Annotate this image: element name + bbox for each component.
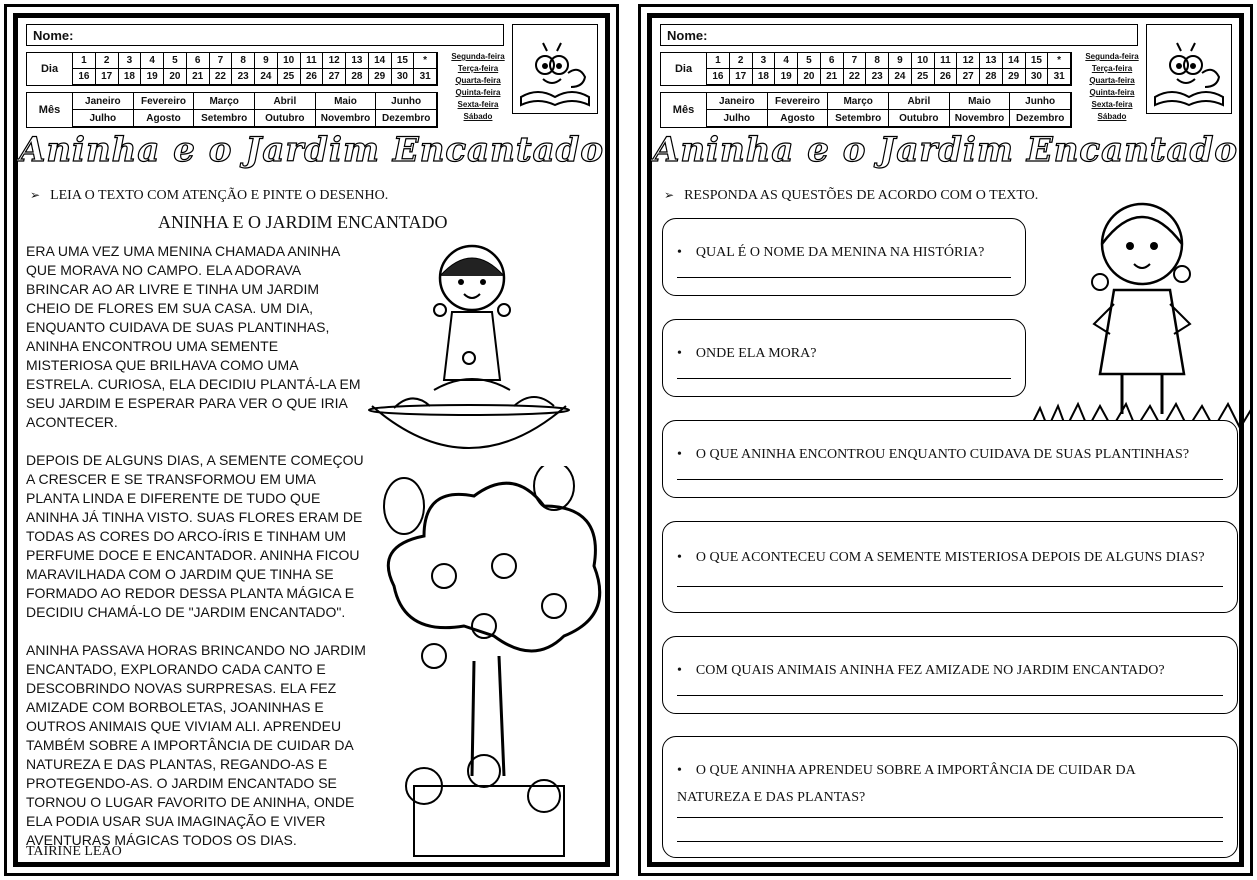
day-cell[interactable]: 2 (96, 53, 119, 69)
day-cell[interactable]: 14 (1003, 53, 1026, 69)
month-cell[interactable]: Dezembro (376, 110, 437, 127)
month-cell[interactable]: Junho (1010, 93, 1071, 110)
story-title: ANINHA E O JARDIM ENCANTADO (158, 212, 448, 232)
day-cell[interactable]: 1 (73, 53, 96, 69)
day-cell[interactable]: 1 (707, 53, 730, 69)
day-cell[interactable]: 18 (753, 69, 776, 85)
month-cell[interactable]: Junho (376, 93, 437, 110)
month-cell[interactable]: Outubro (889, 110, 950, 127)
day-cell[interactable]: 28 (980, 69, 1003, 85)
day-cell[interactable]: 26 (301, 69, 324, 85)
day-cell[interactable]: 30 (1026, 69, 1049, 85)
month-cell[interactable]: Maio (316, 93, 377, 110)
weekday-item[interactable]: Terça-feira (1091, 64, 1133, 73)
instruction (664, 188, 1038, 204)
weekday-item[interactable]: Quarta-feira (455, 76, 501, 85)
instruction (30, 188, 388, 204)
name-label: Nome: (33, 28, 74, 43)
bullet-icon: • (677, 245, 682, 260)
day-cell[interactable]: * (414, 53, 437, 69)
day-cell[interactable]: 20 (164, 69, 187, 85)
month-cell[interactable]: Novembro (316, 110, 377, 127)
weekday-item[interactable]: Sexta-feira (1091, 100, 1133, 109)
day-cell[interactable]: 26 (935, 69, 958, 85)
day-cell[interactable]: 27 (323, 69, 346, 85)
story-paragraph: ERA UMA VEZ UMA MENINA CHAMADA ANINHA QUE MORAVA NO CAMPO. ELA ADORAVA BRINCAR AO AR LIVRE E TINHA UM JARDIM CHEIO DE FLORES EM SUA CASA. UM DIA, ENQUANTO CUIDAVA DE SUAS PLANTINHAS, ANINHA ENCONTROU UMA SEMENTE MISTERIOSA QUE BRILHAVA COMO UMA ESTRELA. CURIOSA, ELA DECIDIU PLANTÁ-LA EM SEU JARDIM E ESPERAR PARA VER O QUE IRIA ACONTECER. (26, 243, 361, 430)
month-cell[interactable]: Agosto (768, 110, 829, 127)
page-title: Aninha e o Jardim Encantado (18, 130, 605, 170)
day-cell[interactable]: 6 (821, 53, 844, 69)
page-title: Aninha e o Jardim Encantado (652, 130, 1239, 170)
day-cell[interactable]: 17 (96, 69, 119, 85)
answer-line[interactable] (677, 841, 1223, 842)
day-grid (707, 53, 1071, 85)
weekday-item[interactable]: Terça-feira (457, 64, 499, 73)
day-cell[interactable]: 23 (866, 69, 889, 85)
weekday-item[interactable]: Sábado (1097, 112, 1127, 121)
month-cell[interactable]: Julho (707, 110, 768, 127)
day-cell[interactable]: 29 (1003, 69, 1026, 85)
day-cell[interactable]: 5 (164, 53, 187, 69)
bullet-icon: • (677, 550, 682, 565)
day-cell[interactable]: 24 (889, 69, 912, 85)
month-cell[interactable]: Abril (889, 93, 950, 110)
day-cell[interactable]: 17 (730, 69, 753, 85)
day-table (26, 52, 438, 86)
weekday-item[interactable]: Quinta-feira (455, 88, 501, 97)
day-cell[interactable]: 9 (889, 53, 912, 69)
day-cell[interactable]: 8 (866, 53, 889, 69)
day-cell[interactable]: 19 (775, 69, 798, 85)
month-cell[interactable]: Fevereiro (134, 93, 195, 110)
day-cell[interactable]: 14 (369, 53, 392, 69)
answer-line[interactable] (677, 817, 1223, 818)
day-cell[interactable]: 2 (730, 53, 753, 69)
question-card (662, 736, 1238, 858)
month-cell[interactable]: Outubro (255, 110, 316, 127)
month-grid (73, 93, 437, 127)
girl-planting-illustration[interactable] (364, 240, 574, 450)
day-cell[interactable]: 30 (392, 69, 415, 85)
day-cell[interactable]: 12 (323, 53, 346, 69)
month-cell[interactable]: Setembro (194, 110, 255, 127)
day-cell[interactable]: 25 (278, 69, 301, 85)
month-cell[interactable]: Maio (950, 93, 1011, 110)
day-cell[interactable]: 3 (753, 53, 776, 69)
bookworm-logo (1146, 24, 1232, 114)
student-header (660, 24, 1138, 128)
answer-line[interactable] (677, 586, 1223, 587)
name-field[interactable] (26, 24, 504, 46)
page-frame (647, 13, 1244, 867)
question-card (662, 420, 1238, 498)
day-cell[interactable]: 22 (844, 69, 867, 85)
answer-line[interactable] (677, 277, 1011, 278)
worksheet-page-questions (638, 4, 1253, 876)
day-cell[interactable]: 28 (346, 69, 369, 85)
author-name: TAIRINE LEÃO (26, 844, 122, 859)
question-card (662, 218, 1026, 296)
day-cell[interactable]: 3 (119, 53, 142, 69)
day-cell[interactable]: 21 (187, 69, 210, 85)
day-cell[interactable]: 12 (957, 53, 980, 69)
month-cell[interactable]: Novembro (950, 110, 1011, 127)
instruction-text: LEIA O TEXTO COM ATENÇÃO E PINTE O DESENHO. (50, 188, 389, 203)
arrow-bullet-icon: ➢ (30, 188, 41, 202)
answer-line[interactable] (677, 479, 1223, 480)
arrow-bullet-icon: ➢ (664, 188, 675, 202)
answer-line[interactable] (677, 695, 1223, 696)
day-label: Dia (661, 53, 707, 85)
day-cell[interactable]: 31 (1048, 69, 1071, 85)
day-cell[interactable]: 4 (775, 53, 798, 69)
day-cell[interactable]: 8 (232, 53, 255, 69)
bullet-icon: • (677, 447, 682, 462)
day-cell[interactable]: * (1048, 53, 1071, 69)
day-cell[interactable]: 22 (210, 69, 233, 85)
day-cell[interactable]: 25 (912, 69, 935, 85)
day-cell[interactable]: 29 (369, 69, 392, 85)
weekday-list (1084, 52, 1140, 124)
question-card (662, 636, 1238, 714)
day-cell[interactable]: 7 (844, 53, 867, 69)
question-text: • O QUE ANINHA APRENDEU SOBRE A IMPORTÂNCIA DE CUIDAR DA NATUREZA E DAS PLANTAS? (677, 763, 1135, 805)
day-cell[interactable]: 16 (73, 69, 96, 85)
day-cell[interactable]: 31 (414, 69, 437, 85)
question-text: • O QUE ANINHA ENCONTROU ENQUANTO CUIDAVA DE SUAS PLANTINHAS? (677, 447, 1190, 462)
weekday-item[interactable]: Sexta-feira (457, 100, 499, 109)
day-cell[interactable]: 9 (255, 53, 278, 69)
day-cell[interactable]: 10 (912, 53, 935, 69)
day-cell[interactable]: 24 (255, 69, 278, 85)
day-cell[interactable]: 11 (935, 53, 958, 69)
day-table (660, 52, 1072, 86)
day-cell[interactable]: 15 (1026, 53, 1049, 69)
month-cell[interactable]: Março (194, 93, 255, 110)
instruction-text: RESPONDA AS QUESTÕES DE ACORDO COM O TEXTO. (684, 188, 1039, 203)
day-cell[interactable]: 5 (798, 53, 821, 69)
month-cell[interactable]: Julho (73, 110, 134, 127)
day-grid (73, 53, 437, 85)
month-table (26, 92, 438, 128)
day-cell[interactable]: 15 (392, 53, 415, 69)
day-label: Dia (27, 53, 73, 85)
month-grid (707, 93, 1071, 127)
month-cell[interactable]: Fevereiro (768, 93, 829, 110)
month-cell[interactable]: Janeiro (73, 93, 134, 110)
month-cell[interactable]: Agosto (134, 110, 195, 127)
bullet-icon: • (677, 346, 682, 361)
weekday-item[interactable]: Sábado (463, 112, 493, 121)
day-cell[interactable]: 10 (278, 53, 301, 69)
month-cell[interactable]: Dezembro (1010, 110, 1071, 127)
question-card (662, 319, 1026, 397)
day-cell[interactable]: 23 (232, 69, 255, 85)
day-cell[interactable]: 19 (141, 69, 164, 85)
weekday-list (450, 52, 506, 124)
story-paragraph: DEPOIS DE ALGUNS DIAS, A SEMENTE COMEÇOU A CRESCER E SE TRANSFORMOU EM UMA PLANTA LINDA E DIFERENTE DE TUDO QUE ANINHA JÁ TINHA VISTO. SUAS FLORES ERAM DE TODAS AS CORES DO ARCO-ÍRIS E TINHAM UM PERFUME DOCE E ENCANTADOR. ANINHA FICOU MARAVILHADA COM O JARDIM QUE TINHA SE FORMADO AO REDOR DESSA PLANTA MÁGICA E DECIDIU CHAMÁ-LO DE "JARDIM ENCANTADO". (26, 452, 364, 620)
question-text: • COM QUAIS ANIMAIS ANINHA FEZ AMIZADE NO JARDIM ENCANTADO? (677, 663, 1165, 678)
story-paragraph: ANINHA PASSAVA HORAS BRINCANDO NO JARDIM ENCANTADO, EXPLORANDO CADA CANTO E DESCOBRINDO NOVAS SURPRESAS. ELA FEZ AMIZADE COM BORBOLETAS, JOANINHAS E OUTROS ANIMAIS QUE VIVIAM ALI. APRENDEU TAMBÉM SOBRE A IMPORTÂNCIA DE CUIDAR DA NATUREZA E DAS PLANTAS, REGANDO-AS E PROTEGENDO-AS. O JARDIM ENCANTADO SE TORNOU O LUGAR FAVORITO DE ANINHA, ONDE ELA PODIA USAR SUA IMAGINAÇÃO E VIVER AVENTURAS MÁGICAS TODOS OS DIAS. (26, 642, 366, 848)
weekday-item[interactable]: Segunda-feira (1085, 52, 1139, 61)
question-text: • ONDE ELA MORA? (677, 346, 817, 361)
day-cell[interactable]: 20 (798, 69, 821, 85)
bullet-icon: • (677, 763, 682, 778)
day-cell[interactable]: 13 (346, 53, 369, 69)
weekday-item[interactable]: Segunda-feira (451, 52, 505, 61)
month-cell[interactable]: Abril (255, 93, 316, 110)
day-cell[interactable]: 27 (957, 69, 980, 85)
answer-line[interactable] (677, 378, 1011, 379)
enchanted-tree-illustration[interactable] (364, 466, 614, 872)
worksheet-page-reading (4, 4, 619, 876)
day-cell[interactable]: 13 (980, 53, 1003, 69)
girl-standing-illustration[interactable] (1030, 194, 1254, 430)
month-label: Mês (27, 93, 73, 127)
question-text: • O QUE ACONTECEU COM A SEMENTE MISTERIOSA DEPOIS DE ALGUNS DIAS? (677, 550, 1205, 565)
story-text (26, 242, 366, 869)
month-cell[interactable]: Março (828, 93, 889, 110)
name-label: Nome: (667, 28, 708, 43)
day-cell[interactable]: 16 (707, 69, 730, 85)
question-card (662, 521, 1238, 613)
student-header (26, 24, 504, 128)
month-label: Mês (661, 93, 707, 127)
question-text: • QUAL É O NOME DA MENINA NA HISTÓRIA? (677, 245, 985, 260)
day-cell[interactable]: 21 (821, 69, 844, 85)
month-cell[interactable]: Janeiro (707, 93, 768, 110)
month-cell[interactable]: Setembro (828, 110, 889, 127)
weekday-item[interactable]: Quinta-feira (1089, 88, 1135, 97)
day-cell[interactable]: 7 (210, 53, 233, 69)
bookworm-logo (512, 24, 598, 114)
day-cell[interactable]: 18 (119, 69, 142, 85)
day-cell[interactable]: 4 (141, 53, 164, 69)
name-field[interactable] (660, 24, 1138, 46)
bullet-icon: • (677, 663, 682, 678)
month-table (660, 92, 1072, 128)
page-frame (13, 13, 610, 867)
day-cell[interactable]: 11 (301, 53, 324, 69)
day-cell[interactable]: 6 (187, 53, 210, 69)
weekday-item[interactable]: Quarta-feira (1089, 76, 1135, 85)
